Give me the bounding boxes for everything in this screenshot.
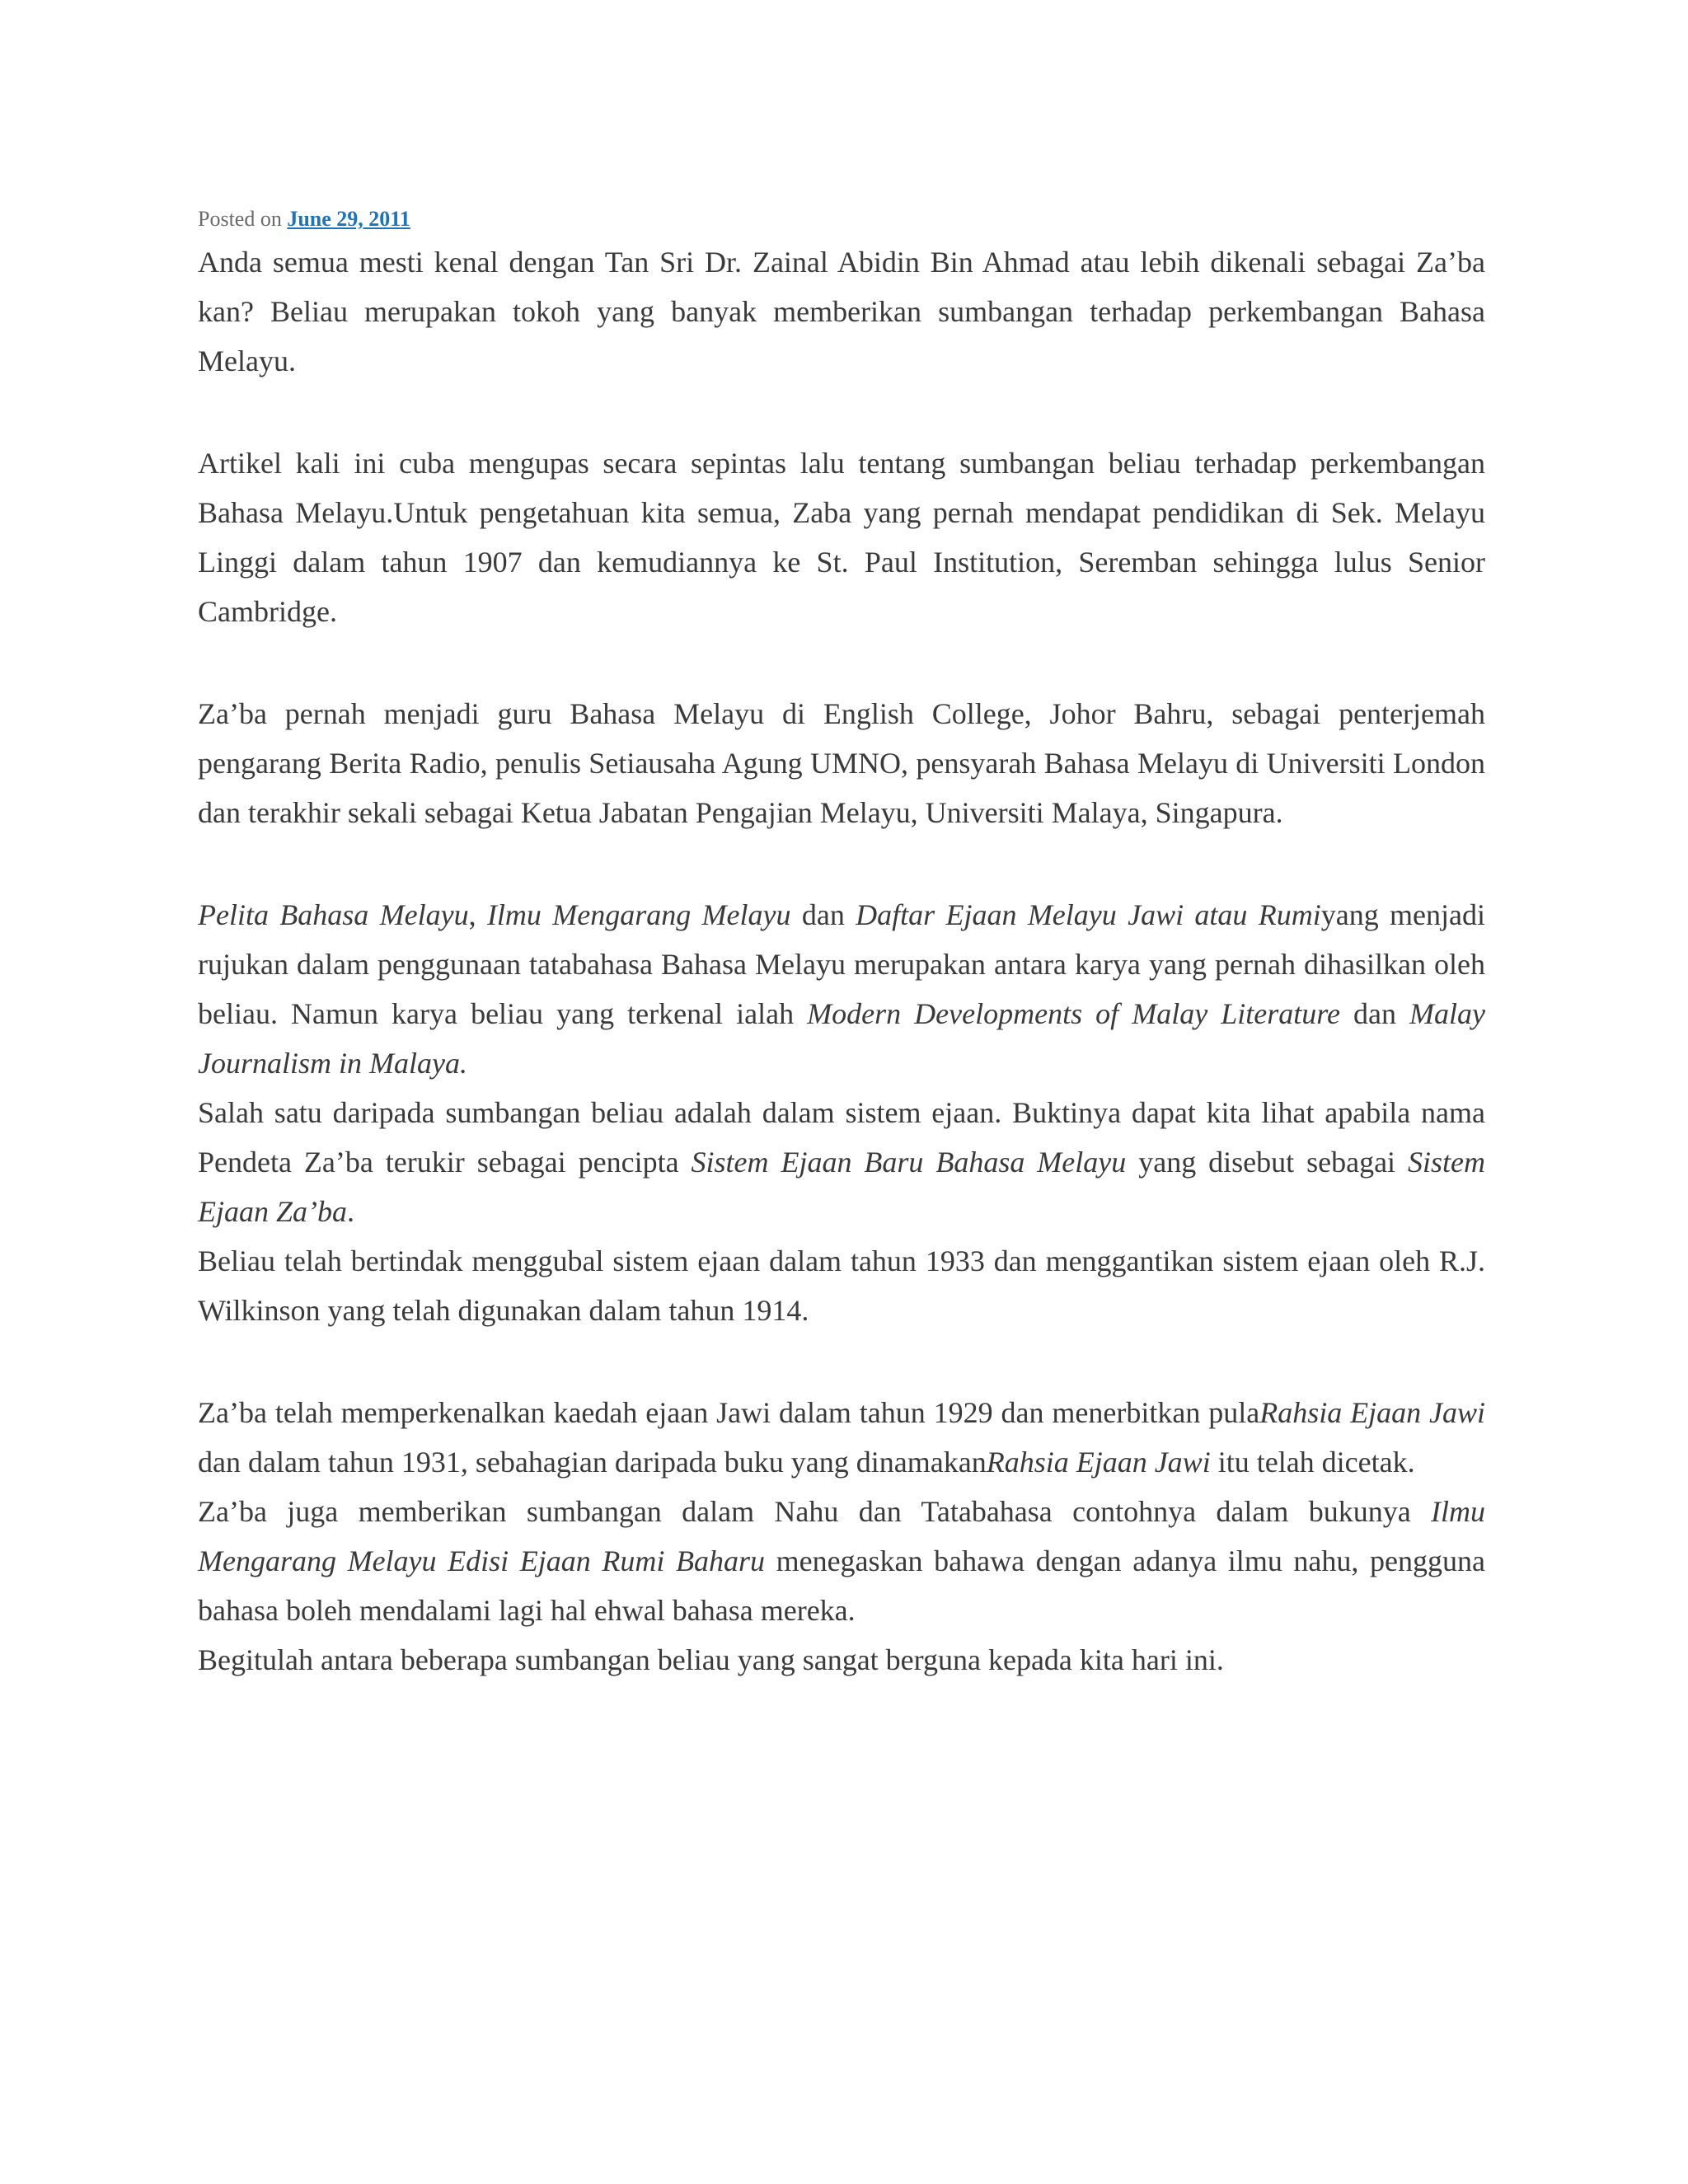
paragraph-grammar: Za’ba juga memberikan sumbangan dalam Nahu dan Tatabahasa contohnya dalam bukunya Ilmu Mengarang Melayu Edisi Ejaan Rumi Baharu menegaskan bahawa dengan adanya ilmu nahu, pengguna bahasa boleh mendalami lagi hal ehwal bahasa mereka. <box>198 1495 1485 1627</box>
paragraph-conclusion: Begitulah antara beberapa sumbangan beliau yang sangat berguna kepada kita hari ini. <box>198 1643 1224 1676</box>
post-meta <box>198 204 1485 234</box>
paragraph-reform: Beliau telah bertindak menggubal sistem ejaan dalam tahun 1933 dan menggantikan sistem ejaan oleh R.J. Wilkinson yang telah digunakan dalam tahun 1914. <box>198 1244 1485 1327</box>
paragraph-jawi: Za’ba telah memperkenalkan kaedah ejaan Jawi dalam tahun 1929 dan menerbitkan pulaRahsia Ejaan Jawi dan dalam tahun 1931, sebahagian daripada buku yang dinamakanRahsia Ejaan Jawi itu telah dicetak. <box>198 1396 1485 1479</box>
book-title: Rahsia Ejaan Jawi <box>1259 1396 1485 1429</box>
paragraph-spelling-system: Salah satu daripada sumbangan beliau adalah dalam sistem ejaan. Buktinya dapat kita lihat apabila nama Pendeta Za’ba terukir sebagai pencipta Sistem Ejaan Baru Bahasa Melayu yang disebut sebagai Sistem Ejaan Za’ba. <box>198 1096 1485 1228</box>
system-title: Sistem Ejaan Baru Bahasa Melayu <box>691 1146 1127 1179</box>
book-title: Rahsia Ejaan Jawi <box>986 1446 1211 1479</box>
book-title: Ilmu Mengarang Melayu <box>486 898 791 931</box>
article <box>198 204 1485 1685</box>
paragraph-career: Za’ba pernah menjadi guru Bahasa Melayu di English College, Johor Bahru, sebagai penterjemah pengarang Berita Radio, penulis Setiausaha Agung UMNO, pensyarah Bahasa Melayu di Universiti London dan terakhir sekali sebagai Ketua Jabatan Pengajian Melayu, Universiti Malaya, Singapura. <box>198 697 1485 829</box>
book-title: Ilmu Mengarang Melayu Edisi Ejaan Rumi Baharu <box>198 1495 1485 1577</box>
posted-on-label: Posted on <box>198 207 288 231</box>
paragraph-intro: Anda semua mesti kenal dengan Tan Sri Dr. Zainal Abidin Bin Ahmad atau lebih dikenali sebagai Za’ba kan? Beliau merupakan tokoh yang banyak memberikan sumbangan terhadap perkembangan Bahasa Melayu. <box>198 246 1485 377</box>
system-title: Sistem Ejaan Za’ba <box>198 1146 1485 1228</box>
book-title: Pelita Bahasa Melayu <box>198 898 469 931</box>
paragraph-works: Pelita Bahasa Melayu, Ilmu Mengarang Melayu dan Daftar Ejaan Melayu Jawi atau Rumiyang menjadi rujukan dalam penggunaan tatabahasa Bahasa Melayu merupakan antara karya yang pernah dihasilkan oleh beliau. Namun karya beliau yang terkenal ialah Modern Developments of Malay Literature dan Malay Journalism in Malaya. <box>198 898 1486 1080</box>
book-title: Malay Journalism in Malaya. <box>198 997 1485 1080</box>
book-title: Modern Developments of Malay Literature <box>807 997 1340 1030</box>
book-title: Daftar Ejaan Melayu Jawi atau Rumi <box>856 898 1321 931</box>
post-date-link[interactable]: June 29, 2011 <box>287 207 410 231</box>
paragraph-education: Artikel kali ini cuba mengupas secara sepintas lalu tentang sumbangan beliau terhadap perkembangan Bahasa Melayu.Untuk pengetahuan kita semua, Zaba yang pernah mendapat pendidikan di Sek. Melayu Linggi dalam tahun 1907 dan kemudiannya ke St. Paul Institution, Seremban sehingga lulus Senior Cambridge. <box>198 447 1485 628</box>
